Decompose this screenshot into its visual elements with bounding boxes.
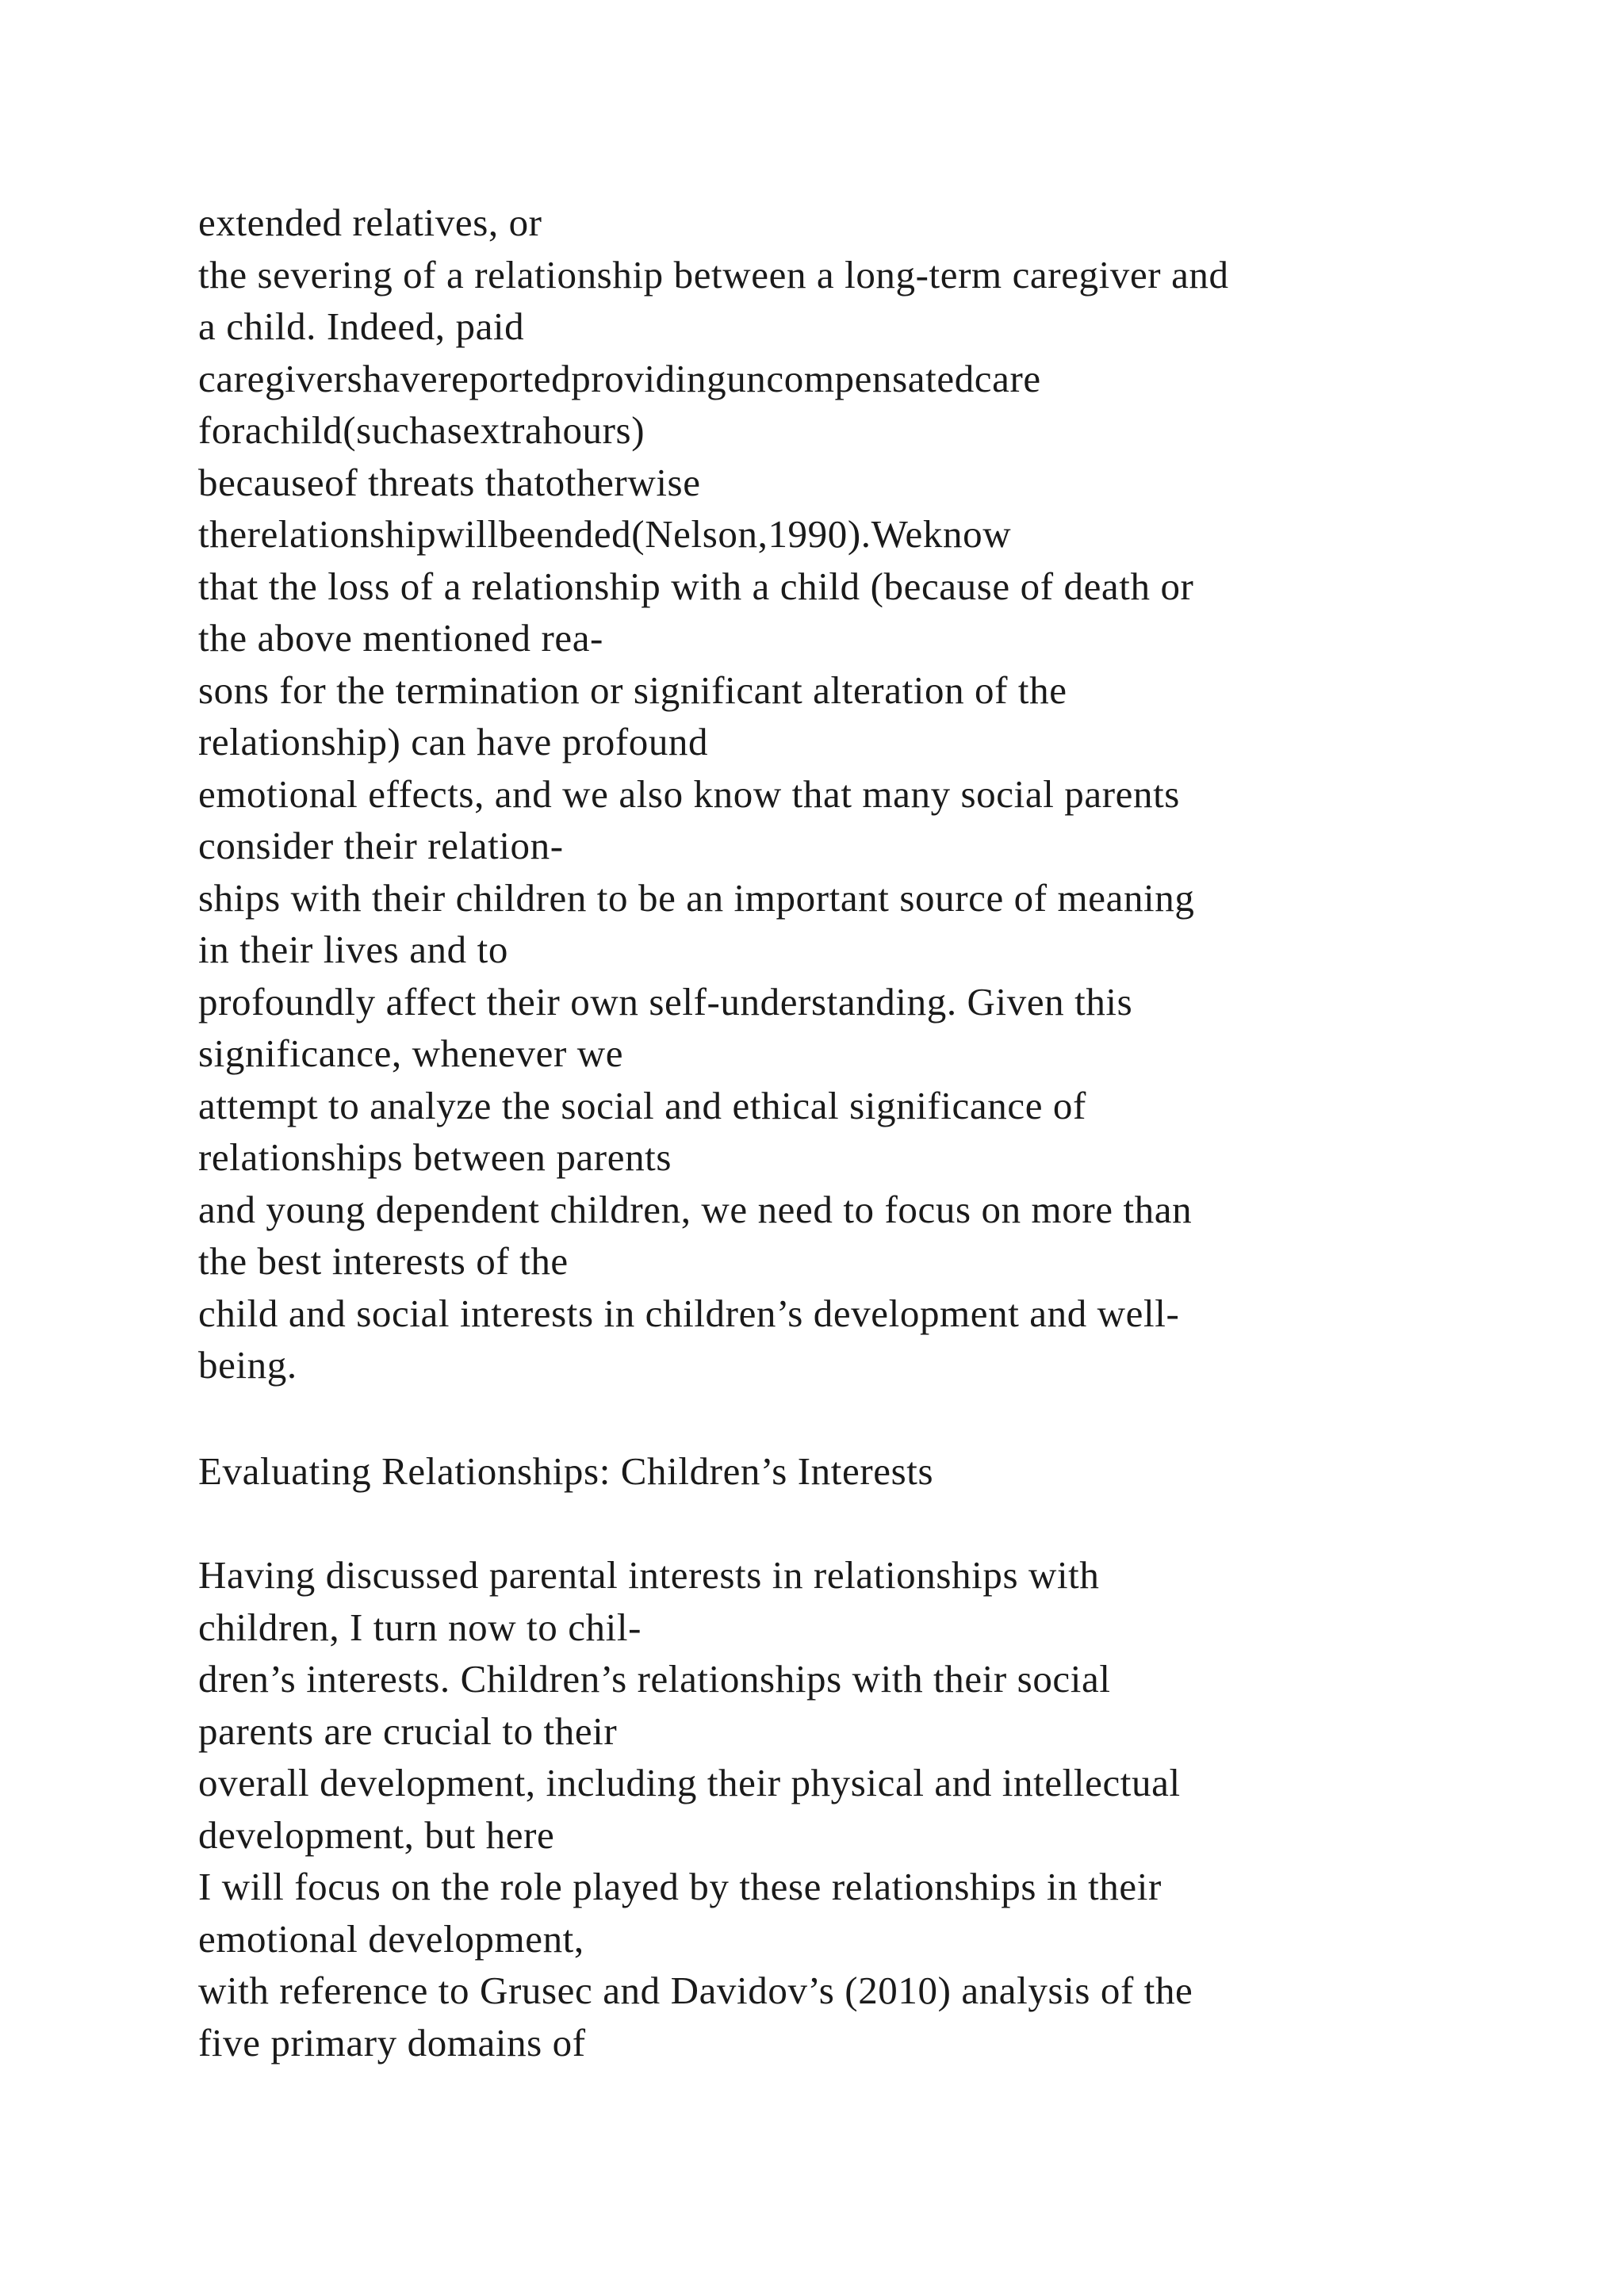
- text-line: extended relatives, or: [198, 201, 542, 244]
- text-line: emotional effects, and we also know that many social parents: [198, 771, 1180, 816]
- text-line: therelationshipwillbeended(Nelson,1990).Weknow: [198, 512, 1012, 556]
- text-line: relationship) can have profound: [198, 720, 709, 763]
- text-line: caregivershavereportedprovidinguncompensatedcare: [198, 356, 1041, 400]
- text-line: profoundly affect their own self-understanding. Given this: [198, 979, 1133, 1024]
- text-line: with reference to Grusec and Davidov’s (2010) analysis of the: [198, 1969, 1193, 2012]
- text-line: and young dependent children, we need to focus on more than: [198, 1187, 1193, 1231]
- section-heading: [198, 1445, 1610, 1498]
- section-heading-text: Evaluating Relationships: Children’s Interests: [198, 1449, 934, 1493]
- text-line: ships with their children to be an important source of meaning: [198, 875, 1195, 920]
- text-line: attempt to analyze the social and ethical significance of: [198, 1083, 1086, 1127]
- text-line: I will focus on the role played by these relationships in their: [198, 1865, 1162, 1908]
- text-line: parents are crucial to their: [198, 1709, 618, 1753]
- text-line: the severing of a relationship between a long-term caregiver and: [198, 252, 1229, 297]
- text-line: consider their relation-: [198, 824, 564, 867]
- text-line: significance, whenever we: [198, 1031, 624, 1075]
- text-line: overall development, including their physical and intellectual: [198, 1761, 1181, 1804]
- text-line: child and social interests in children’s development and well-: [198, 1291, 1180, 1335]
- text-line: development, but here: [198, 1812, 555, 1857]
- text-line: five primary domains of: [198, 2020, 586, 2064]
- text-line: the best interests of the: [198, 1239, 569, 1283]
- text-line: dren’s interests. Children’s relationships with their social: [198, 1657, 1111, 1701]
- text-line: children, I turn now to chil-: [198, 1605, 642, 1649]
- text-line: relationships between parents: [198, 1135, 672, 1179]
- text-line: Having discussed parental interests in relationships with: [198, 1553, 1100, 1597]
- text-line: forachild(suchasextrahours): [198, 408, 645, 452]
- text-line: sons for the termination or significant alteration of the: [198, 668, 1067, 712]
- text-line: that the loss of a relationship with a child (because of death or: [198, 564, 1194, 608]
- body-paragraph-1: [198, 197, 1610, 1391]
- text-line: being.: [198, 1343, 297, 1387]
- text-line: the above mentioned rea-: [198, 616, 603, 660]
- text-line: emotional development,: [198, 1916, 584, 1961]
- text-line: in their lives and to: [198, 928, 508, 971]
- text-line: becauseof threats thatotherwise: [198, 460, 701, 504]
- body-paragraph-2: [198, 1549, 1610, 2068]
- text-line: a child. Indeed, paid: [198, 304, 525, 348]
